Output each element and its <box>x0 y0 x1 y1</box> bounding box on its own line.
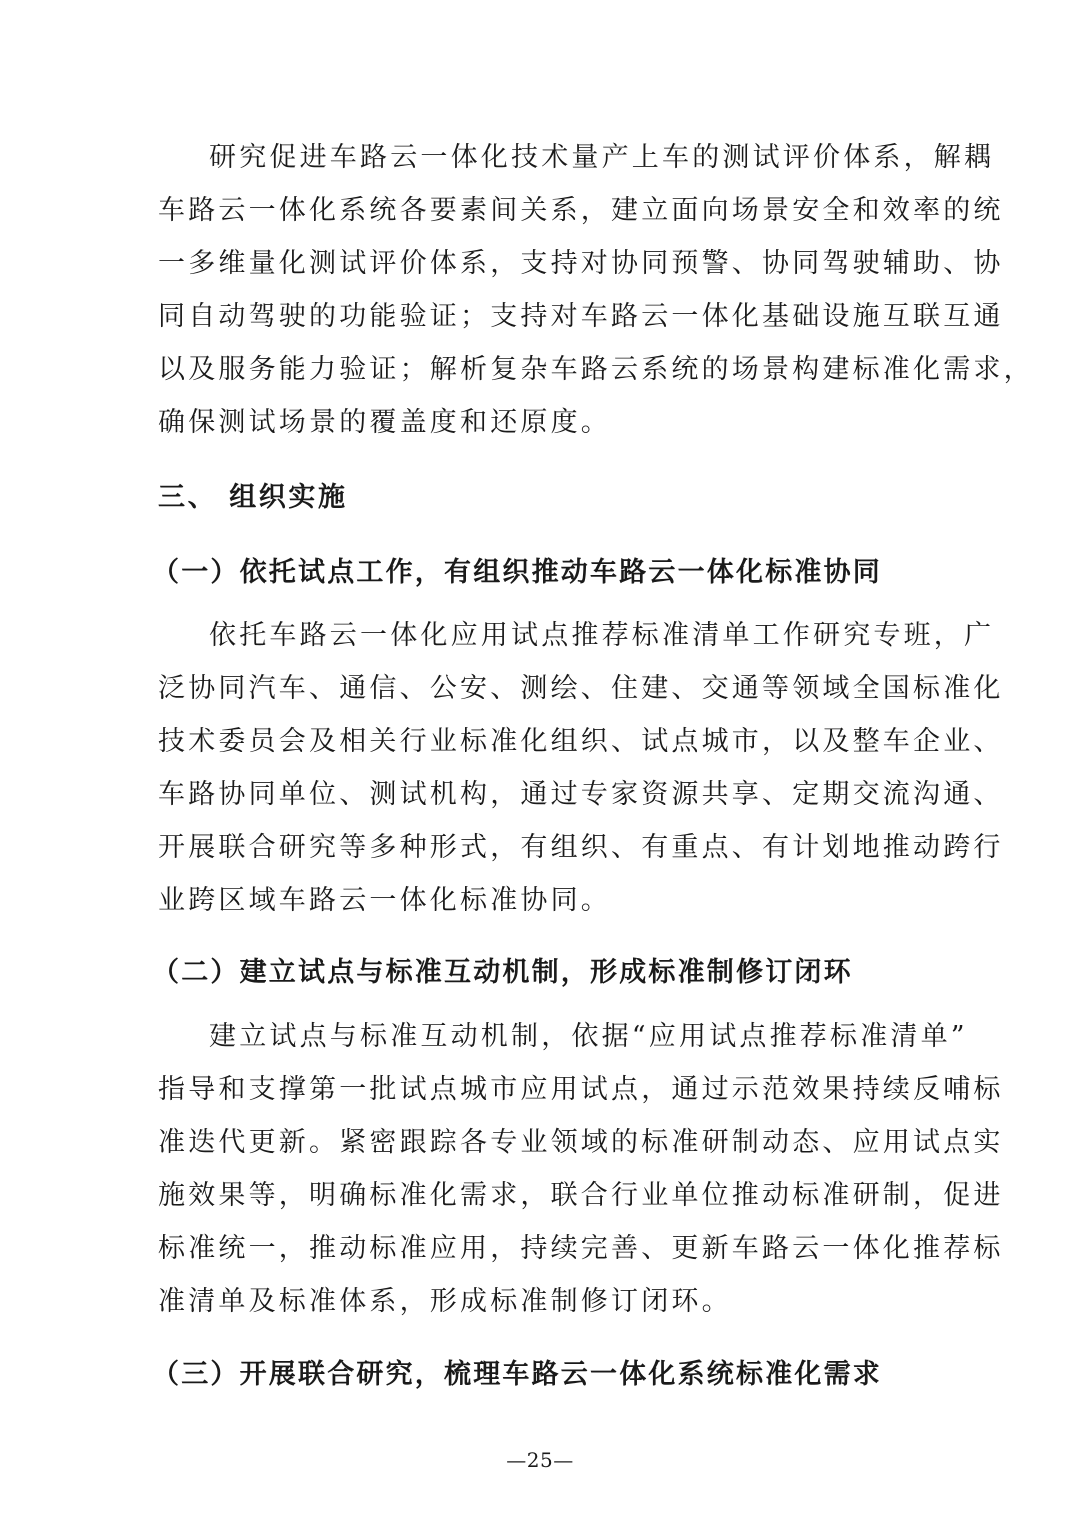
paragraph-line: 确保测试场景的覆盖度和还原度。 <box>158 407 611 438</box>
paragraph-line: 标准统一，推动标准应用，持续完善、更新车路云一体化推荐标 <box>158 1233 1004 1264</box>
paragraph-line: 技术委员会及相关行业标准化组织、试点城市，以及整车企业、 <box>158 726 1004 757</box>
paragraph-line: 建立试点与标准互动机制，依据“应用试点推荐标准清单” <box>209 1021 968 1052</box>
paragraph-line: 业跨区域车路云一体化标准协同。 <box>158 885 611 916</box>
paragraph-line: 同自动驾驶的功能验证；支持对车路云一体化基础设施互联互通 <box>158 301 1004 332</box>
paragraph-line: 泛协同汽车、通信、公安、测绘、住建、交通等领域全国标准化 <box>158 673 1004 704</box>
paragraph-line: 准迭代更新。紧密跟踪各专业领域的标准研制动态、应用试点实 <box>158 1127 1004 1158</box>
subsection-heading: （三）开展联合研究，梳理车路云一体化系统标准化需求 <box>152 1359 882 1390</box>
paragraph-line: 以及服务能力验证；解析复杂车路云系统的场景构建标准化需求， <box>158 354 1034 385</box>
section-heading: 三、 组织实施 <box>158 482 348 513</box>
subsection-heading: （一）依托试点工作，有组织推动车路云一体化标准协同 <box>152 557 882 588</box>
paragraph-line: 准清单及标准体系，形成标准制修订闭环。 <box>158 1286 732 1317</box>
paragraph-line: 车路协同单位、测试机构，通过专家资源共享、定期交流沟通、 <box>158 779 1004 810</box>
paragraph-line: 指导和支撑第一批试点城市应用试点，通过示范效果持续反哺标 <box>158 1074 1004 1105</box>
page-number: —25— <box>506 1448 574 1472</box>
paragraph-line: 车路云一体化系统各要素间关系，建立面向场景安全和效率的统 <box>158 195 1004 226</box>
paragraph-line: 一多维量化测试评价体系，支持对协同预警、协同驾驶辅助、协 <box>158 248 1004 279</box>
paragraph-line: 依托车路云一体化应用试点推荐标准清单工作研究专班，广 <box>209 620 995 651</box>
paragraph-line: 施效果等，明确标准化需求，联合行业单位推动标准研制，促进 <box>158 1180 1004 1211</box>
paragraph-line: 开展联合研究等多种形式，有组织、有重点、有计划地推动跨行 <box>158 832 1004 863</box>
paragraph-line: 研究促进车路云一体化技术量产上车的测试评价体系，解耦 <box>209 142 995 173</box>
subsection-heading: （二）建立试点与标准互动机制，形成标准制修订闭环 <box>152 957 853 988</box>
